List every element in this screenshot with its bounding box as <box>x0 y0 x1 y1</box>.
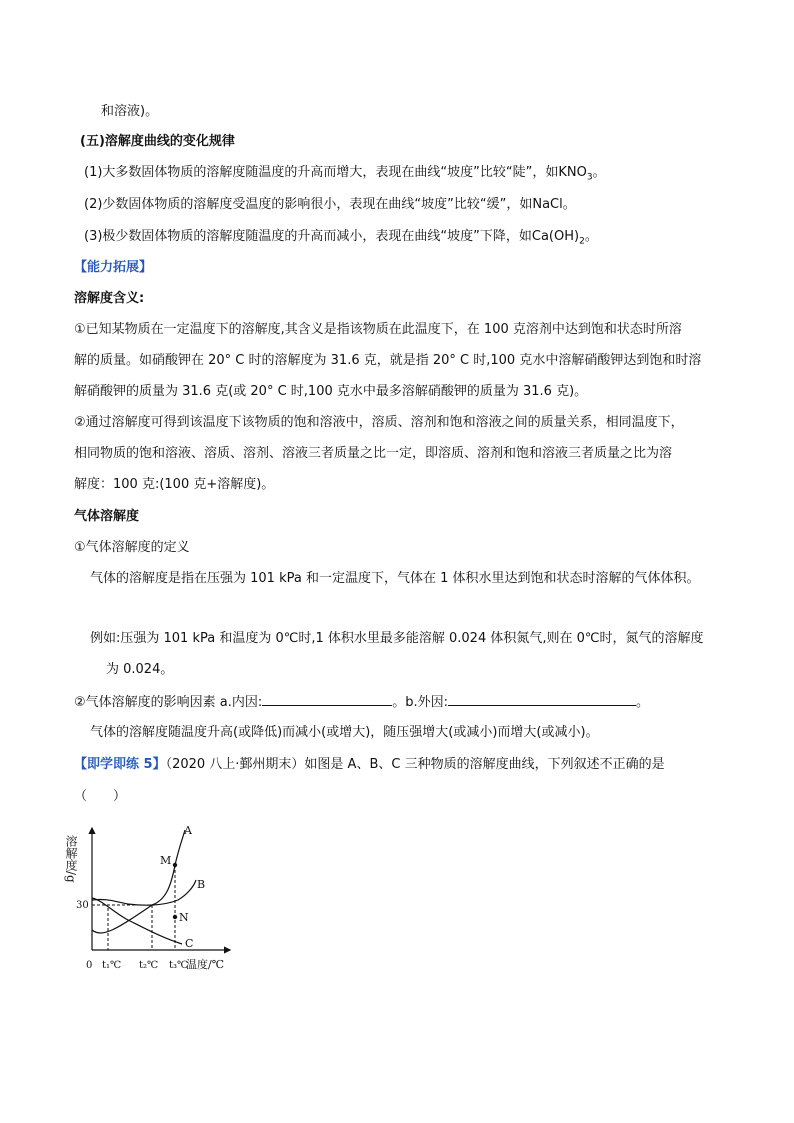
solubility-curve-chart <box>64 820 238 980</box>
y-axis-label: 溶解度/g <box>64 835 78 883</box>
practice-tag: 【即学即练 5】 <box>74 757 166 772</box>
practice-question: （2020 八上·鄞州期末）如图是 A、B、C 三种物质的溶解度曲线，下列叙述不正确的是 <box>165 757 665 772</box>
point-n-label: N <box>179 911 189 924</box>
influence-factors-label: ②气体溶解度的影响因素 a.内因: <box>74 695 263 710</box>
text-line-1: 和溶液)。 <box>101 104 159 119</box>
text-line-5-end: 。 <box>584 229 598 244</box>
text-line-3-main: (1)大多数固体物质的溶解度随温度的升高而增大，表现在曲线“坡度”比较“陡”，如KNO <box>84 165 587 180</box>
internal-factor-blank[interactable] <box>262 693 392 706</box>
text-line-20: 气体的溶解度随温度升高(或降低)而减小(或增大)，随压强增大(或减小)而增大(或减小)。 <box>90 725 599 740</box>
curve-c-label: C <box>185 937 194 950</box>
text-line-5-main: (3)极少数固体物质的溶解度随温度的升高而减小，表现在曲线“坡度”下降，如Ca(OH) <box>84 229 580 244</box>
text-line-19 <box>74 693 649 712</box>
point-m-label: M <box>160 854 172 867</box>
curve-b-label: B <box>197 878 206 891</box>
curve-b <box>92 880 196 905</box>
x-axis-label: 温度/℃ <box>186 958 225 971</box>
text-line-18: 为 0.024。 <box>106 662 174 677</box>
curve-a <box>92 830 185 933</box>
text-line-8: ①已知某物质在一定温度下的溶解度,其含义是指该物质在此温度下，在 100 克溶剂中达到饱和状态时所溶 <box>74 322 682 337</box>
section-heading-5: (五)溶解度曲线的变化规律 <box>80 134 235 149</box>
text-line-3-sub: 3 <box>586 172 593 183</box>
point-m <box>173 863 177 867</box>
x-tick-t3: t₃℃ <box>169 960 189 971</box>
text-line-5-sub: 2 <box>579 236 585 247</box>
ability-expansion-heading: 【能力拓展】 <box>74 260 153 275</box>
external-factor-label: 。b.外因: <box>392 695 449 710</box>
y-tick-30: 30 <box>76 900 89 911</box>
text-line-21 <box>74 756 665 774</box>
solubility-meaning-heading: 溶解度含义: <box>74 291 145 306</box>
text-line-4: (2)少数固体物质的溶解度受温度的影响很小，表现在曲线“坡度”比较“缓”，如NaCl。 <box>84 197 576 212</box>
text-line-3-end: 。 <box>592 165 606 180</box>
answer-bracket: （ ） <box>74 789 127 804</box>
x-tick-t2: t₂℃ <box>139 960 159 971</box>
text-line-10: 解硝酸钾的质量为 31.6 克(或 20° C 时,100 克水中最多溶解硝酸钾的质量为 31.6 克)。 <box>74 384 588 399</box>
text-line-16: 气体的溶解度是指在压强为 101 kPa 和一定温度下，气体在 1 体积水里达到饱和状态时溶解的气体体积。 <box>90 571 700 586</box>
text-line-3 <box>84 164 606 182</box>
x-tick-t1: t₁℃ <box>102 960 122 971</box>
text-line-13: 解度：100 克:(100 克+溶解度)。 <box>74 477 275 492</box>
curve-a-label: A <box>184 824 192 837</box>
text-line-12: 相同物质的饱和溶液、溶质、溶剂、溶液三者质量之比一定，即溶质、溶剂和饱和溶液三者质量之比为溶 <box>74 446 673 461</box>
gas-solubility-heading: 气体溶解度 <box>74 509 140 524</box>
text-line-17: 例如:压强为 101 kPa 和温度为 0℃时,1 体积水里最多能溶解 0.024 体积氮气,则在 0℃时，氮气的溶解度 <box>90 631 704 646</box>
text-line-19-end: 。 <box>636 695 650 710</box>
external-factor-blank[interactable] <box>448 693 636 706</box>
origin-label: 0 <box>86 960 93 971</box>
text-line-5 <box>84 228 598 246</box>
text-line-11: ②通过溶解度可得到该温度下该物质的饱和溶液中，溶质、溶剂和饱和溶液之间的质量关系，相同温度下， <box>74 415 684 430</box>
text-line-15: ①气体溶解度的定义 <box>74 540 190 555</box>
text-line-9: 解的质量。如硝酸钾在 20° C 时的溶解度为 31.6 克，就是指 20° C 时,100 克水中溶解硝酸钾达到饱和时溶 <box>74 353 702 368</box>
point-n <box>173 915 177 919</box>
